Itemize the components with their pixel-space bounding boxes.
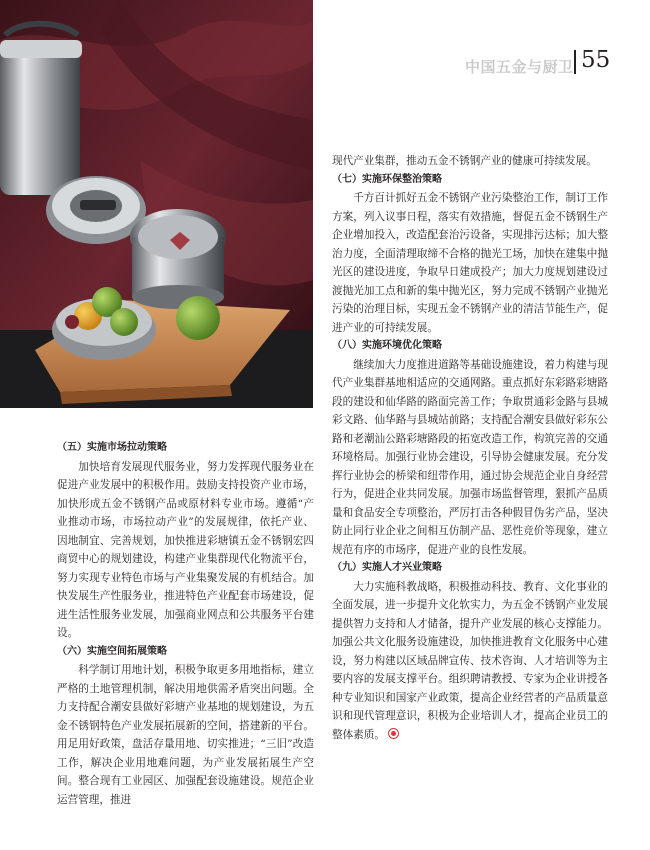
section-body-8: 继续加大力度推进道路等基础设施建设，着力构建与现代产业集群基地相适应的交通网路。重点抓好东彩路彩塘路段的建设和仙华路的路面完善工作；争取贯通彩金路与县城彩文路、仙华路与县城站前路；支持配合潮安县做好彩东公路和老潮汕公路彩塘路段的拓宽改造工作，构筑完善的交通环境格局。加强行业协会建设，引导协会健康发展。充分发挥行业协会的桥梁和纽带作用，通过协会规范企业自身经营行为，促进企业共同发展。加强市场监督管理，狠抓产品质量和食品安全专项整治，严厉打击各种假冒伪劣产品，坚决防止同行业企业之间相互仿制产品、恶性竞价等现象，建立规范有序的市场序，促进产业的良性发展。	[332, 358, 608, 556]
section-heading-7: （七）实施环保整治策略	[332, 173, 442, 185]
header-divider	[574, 50, 576, 74]
page-number: 55	[581, 47, 611, 73]
section-body-6: 科学制订用地计划，积极争取更多用地指标，建立严格的土地管理机制，解决用地供需矛盾突出问题。全力支持配合潮安县做好彩塘产业基地的规划建设，为五金不锈钢特色产业发展拓展新的空间，搭建新的平台。用足用好政策，盘活存量用地、切实推进；“三旧”改造工作，解决企业用地难问题，为产业发展拓展生产空间。整合现有工业园区、加强配套设施建设。规范企业运营管理，推进	[57, 664, 314, 806]
section-heading-8: （八）实施环境优化策略	[332, 340, 442, 351]
magazine-title: 中国五金与厨卫	[465, 58, 574, 76]
page-header	[465, 48, 635, 78]
product-photo	[0, 0, 313, 408]
end-mark-icon	[388, 728, 399, 739]
left-text-column	[57, 439, 314, 809]
section-body-9-wrap	[332, 578, 608, 745]
section-heading-5: （五）实施市场拉动策略	[57, 442, 167, 453]
section-body-7: 千方百计抓好五金不锈钢产业污染整治工作，制订工作方案，列入议事日程，落实有效措施，督促五金不锈钢生产企业增加投入，改造配套治污设备，实现排污达标；加大整治力度，全面清理取缔不合格的抛光工场，加快在建集中抛光区的建设进度，争取早日建成投产；加大力度规划建设过渡抛光加工点和新的集中抛光区，努力完成不锈钢产业抛光污染的治理目标，实现五金不锈钢产业的清洁节能生产，促进产业的可持续发展。	[332, 192, 608, 334]
right-text-column	[332, 152, 608, 744]
section-body-9: 大力实施科教战略，积极推动科技、教育、文化事业的全面发展，进一步提升文化软实力，为五金不锈钢产业发展提供智力支持和人才储备，提升产业发展的核心支撑能力。加强公共文化服务设施建设，加快推进教育文化服务中心建设，努力构建以区域品牌宣传、技术咨询、人才培训等为主要内容的发展支撑平台。组织聘请教授、专家为企业讲授各种专业知识和国家产业政策，提高企业经营者的产品质量意识和现代管理意识，积极为企业培训人才，提高企业员工的整体素质。	[332, 580, 608, 741]
section-body-5: 加快培育发展现代服务业，努力发挥现代服务业在促进产业发展中的积极作用。鼓励支持投资产业市场，加快形成五金不锈钢产品或原材料专业市场。遵循“产业推动市场，市场拉动产业”的发展规律，依托产业、因地制宜、完善规划，加快推进彩塘镇五金不锈钢宏四商贸中心的规划建设，构建产业集群现代化物流平台，努力实现专业特色市场与产业集聚发展的有机结合。加快发展生产性服务业，推进特色产业配套市场建设，促进生活性服务业发展，加强商业网点和公共服务平台建设。	[57, 460, 314, 639]
section-heading-9: （九）实施人才兴业策略	[332, 562, 442, 573]
section-heading-6: （六）实施空间拓展策略	[57, 645, 167, 657]
paragraph-continuation: 现代产业集群，推动五金不锈钢产业的健康可持续发展。	[332, 155, 597, 167]
